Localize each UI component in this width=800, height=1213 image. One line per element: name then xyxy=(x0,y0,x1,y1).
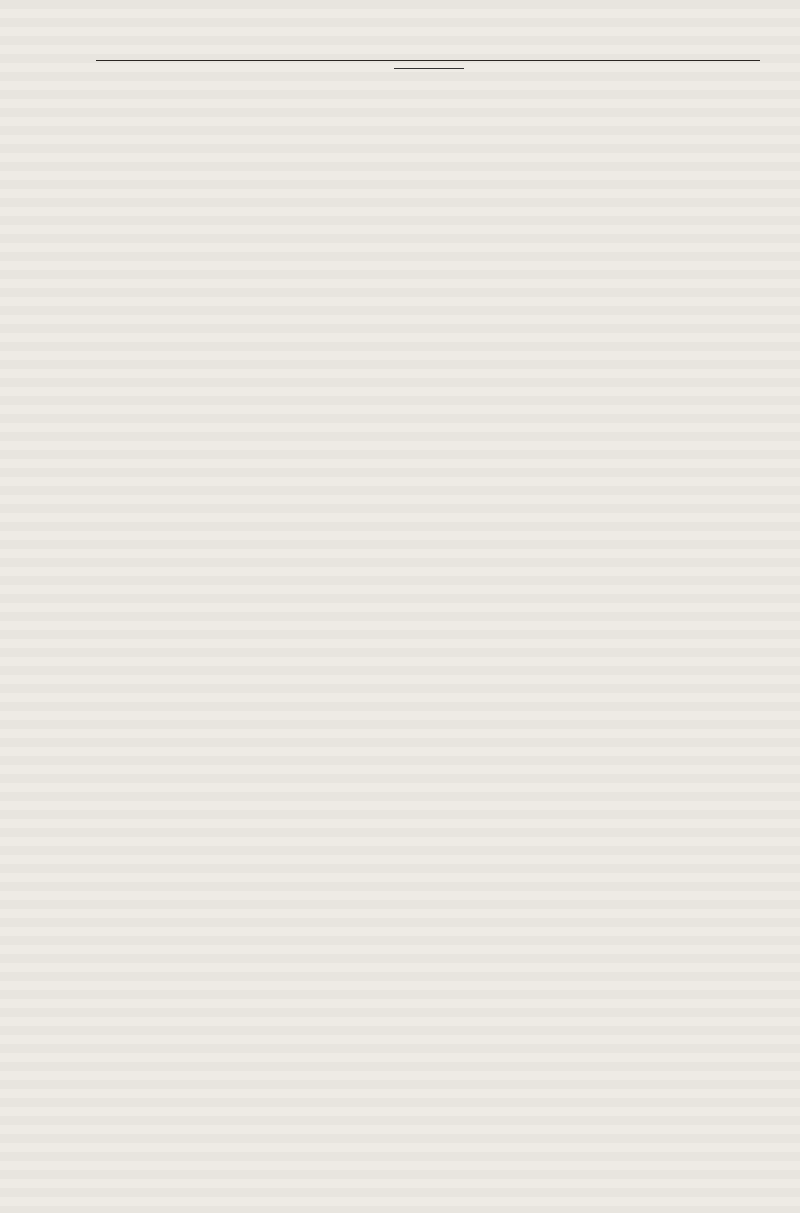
short-rule xyxy=(394,68,464,69)
header-rule xyxy=(96,60,760,61)
running-head xyxy=(0,28,800,58)
main-text xyxy=(94,66,760,81)
